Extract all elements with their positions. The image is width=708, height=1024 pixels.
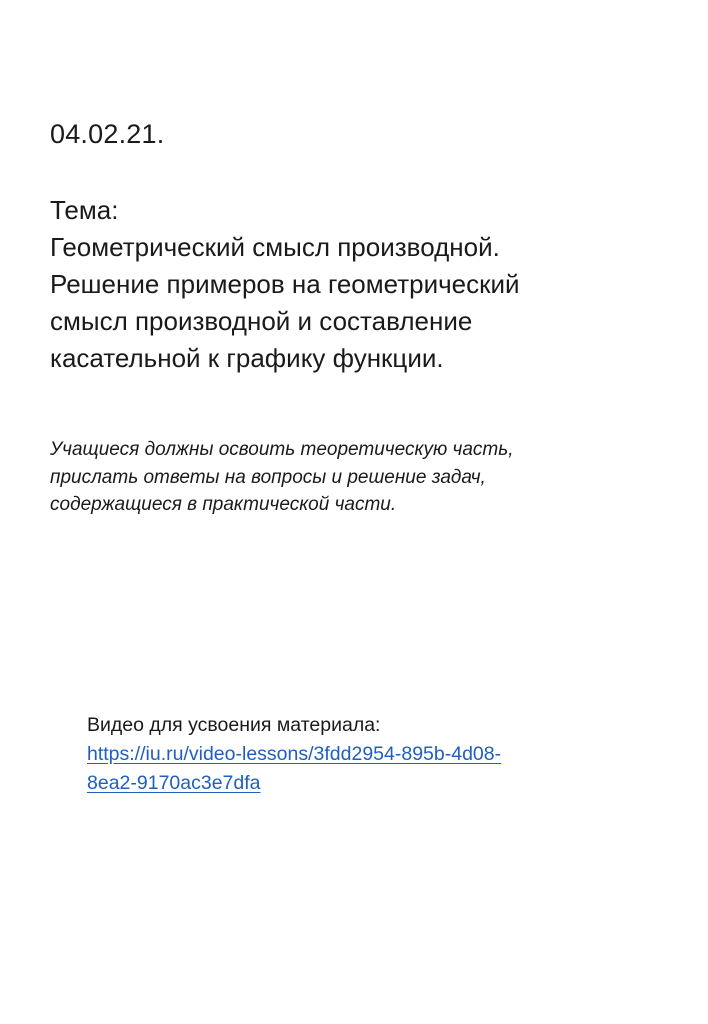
student-instructions — [50, 436, 670, 519]
topic-label: Тема: — [50, 195, 119, 225]
instructions-line: прислать ответы на вопросы и решение задач, — [50, 466, 486, 488]
lesson-date: 04.02.21. — [50, 119, 165, 149]
video-link-line[interactable]: https://iu.ru/video-lessons/3fdd2954-895b-4d08- — [87, 743, 502, 765]
topic-line: касательной к графику функции. — [50, 343, 444, 373]
instructions-line: Учащиеся должны освоить теоретическую часть, — [50, 439, 514, 460]
video-section — [87, 711, 647, 798]
video-lesson-link[interactable] — [87, 740, 647, 798]
video-link-line[interactable]: 8ea2-9170ac3e7dfa — [87, 772, 261, 794]
lesson-topic — [50, 192, 670, 377]
topic-line: Геометрический смысл производной. — [50, 232, 500, 262]
topic-line: смысл производной и составление — [50, 306, 473, 336]
video-label: Видео для усвоения материала: — [87, 714, 381, 736]
instructions-line: содержащиеся в практической части. — [50, 494, 397, 515]
topic-line: Решение примеров на геометрический — [50, 269, 520, 299]
